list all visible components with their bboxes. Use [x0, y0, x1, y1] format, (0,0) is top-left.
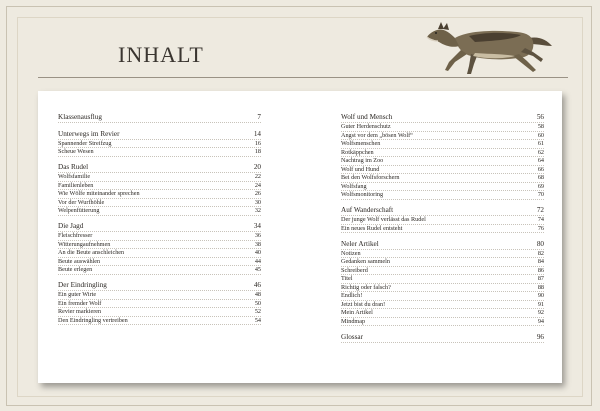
- toc-entry[interactable]: [341, 225, 544, 234]
- title-divider: [38, 77, 568, 78]
- toc-entry[interactable]: [58, 182, 261, 191]
- toc-entry-label: An die Beute anschleichen: [58, 249, 125, 256]
- toc-entry[interactable]: [341, 174, 544, 183]
- toc-page-number: 44: [254, 257, 261, 265]
- toc-page-number: 24: [254, 181, 261, 189]
- toc-section: [341, 113, 544, 200]
- toc-page-number: 94: [537, 317, 544, 325]
- toc-entry[interactable]: [341, 258, 544, 267]
- toc-entry-label: Wolf und Hund: [341, 165, 380, 173]
- toc-entry[interactable]: [341, 267, 544, 276]
- toc-entry-label: Den Eindringling vertreiben: [58, 316, 128, 324]
- toc-page-number: 22: [254, 173, 261, 180]
- toc-column-left: [58, 113, 261, 332]
- toc-page-number: 92: [537, 309, 544, 316]
- toc-page-number: 52: [254, 308, 261, 315]
- toc-entry-label: Guter Herdenschutz: [341, 123, 391, 130]
- toc-page-number: 50: [254, 299, 261, 307]
- toc-entry-label: Wolfsmenschen: [341, 140, 381, 147]
- toc-entry-label: Spannender Streifzug: [58, 139, 112, 147]
- toc-entry[interactable]: [341, 309, 544, 318]
- toc-page-number: 96: [536, 332, 544, 341]
- page-title: INHALT: [118, 42, 204, 67]
- toc-entry[interactable]: [341, 149, 544, 158]
- toc-entry-label: Angst vor dem „bösen Wolf“: [341, 131, 413, 139]
- toc-entry[interactable]: [58, 140, 261, 149]
- toc-entry-label: Glossar: [341, 332, 363, 341]
- toc-page-number: 82: [537, 249, 544, 257]
- toc-chapter[interactable]: [341, 240, 544, 250]
- toc-entry-label: Mindmap: [341, 317, 366, 325]
- toc-entry-label: Unterwegs im Revier: [58, 129, 120, 138]
- toc-entry[interactable]: [341, 132, 544, 141]
- toc-section: [341, 333, 544, 343]
- toc-page-number: 90: [537, 292, 544, 299]
- toc-entry-label: Wie Wölfe miteinander sprechen: [58, 190, 140, 197]
- toc-page-number: 38: [254, 240, 261, 248]
- toc-section: [58, 113, 261, 123]
- toc-page-number: 14: [253, 129, 261, 138]
- toc-entry-label: Ein neues Rudel entsteht: [341, 224, 403, 232]
- toc-page-number: 69: [537, 182, 544, 190]
- toc-page-number: 60: [537, 131, 544, 139]
- toc-entry[interactable]: [341, 166, 544, 175]
- toc-page-number: 64: [537, 157, 544, 164]
- toc-page-number: 46: [253, 281, 261, 289]
- toc-page-number: 32: [254, 207, 261, 214]
- toc-page-number: 80: [536, 239, 544, 248]
- toc-entry-label: Mein Artikel: [341, 309, 373, 316]
- toc-entry-label: Die Jagd: [58, 222, 84, 230]
- toc-entry[interactable]: [341, 250, 544, 259]
- toc-entry-label: Schreiberd: [341, 266, 368, 274]
- toc-entry[interactable]: [341, 216, 544, 225]
- toc-page-number: 16: [254, 139, 261, 147]
- toc-entry-label: Jetzt bist du dran!: [341, 300, 386, 308]
- toc-section: [58, 281, 261, 325]
- toc-entry[interactable]: [341, 140, 544, 149]
- toc-entry[interactable]: [58, 148, 261, 157]
- toc-entry[interactable]: [58, 308, 261, 317]
- toc-page-number: 84: [537, 258, 544, 265]
- toc-section: [58, 222, 261, 275]
- toc-entry-label: Ein guter Wirte: [58, 291, 97, 298]
- toc-chapter[interactable]: [58, 130, 261, 140]
- toc-entry[interactable]: [341, 191, 544, 200]
- toc-entry[interactable]: [341, 301, 544, 310]
- toc-page-number: 88: [537, 283, 544, 291]
- toc-entry[interactable]: [341, 292, 544, 301]
- toc-page-number: 36: [254, 232, 261, 239]
- toc-entry-label: Nachtrag im Zoo: [341, 157, 384, 164]
- toc-entry[interactable]: [58, 190, 261, 199]
- toc-entry[interactable]: [58, 207, 261, 216]
- toc-page-number: 30: [254, 198, 261, 206]
- toc-page-number: 74: [537, 216, 544, 223]
- toc-page-number: 48: [254, 291, 261, 298]
- toc-page-number: 26: [254, 190, 261, 197]
- toc-page-number: 61: [537, 140, 544, 147]
- toc-entry-label: Endlich!: [341, 292, 363, 299]
- toc-entry-label: Wolfsfang: [341, 182, 367, 190]
- toc-page-number: 72: [536, 206, 544, 214]
- toc-entry-label: Auf Wanderschaft: [341, 206, 394, 214]
- contents-sheet: [38, 91, 562, 383]
- toc-page-number: 62: [537, 148, 544, 156]
- toc-entry-label: Wolfsmonitoring: [341, 191, 384, 198]
- toc-section: [58, 163, 261, 216]
- toc-entry-label: Welpenfütterung: [58, 207, 100, 214]
- toc-entry[interactable]: [341, 275, 544, 284]
- toc-entry-label: Das Rudel: [58, 163, 89, 171]
- toc-page-number: 76: [537, 224, 544, 232]
- toc-entry-label: Familienleben: [58, 181, 94, 189]
- toc-entry[interactable]: [58, 199, 261, 208]
- toc-entry-label: Wolfsfamilie: [58, 173, 91, 180]
- toc-column-right: [341, 113, 544, 349]
- toc-entry[interactable]: [58, 300, 261, 309]
- toc-page-number: 68: [537, 174, 544, 181]
- toc-page-number: 20: [253, 163, 261, 171]
- toc-page-number: 58: [537, 123, 544, 130]
- toc-chapter[interactable]: [58, 163, 261, 173]
- toc-entry-label: Bei den Wolfsforschern: [341, 174, 400, 181]
- toc-entry-label: Wolf und Mensch: [341, 113, 393, 121]
- toc-entry-label: Witterungaufnehmen: [58, 240, 111, 248]
- toc-chapter[interactable]: [58, 113, 261, 123]
- toc-entry-label: Ein fremder Wolf: [58, 299, 102, 307]
- toc-entry-label: Scheue Wesen: [58, 148, 94, 155]
- wolf-illustration: [425, 16, 555, 78]
- toc-page-number: 54: [254, 316, 261, 324]
- toc-entry-label: Klassenausflug: [58, 113, 102, 121]
- toc-entry[interactable]: [58, 241, 261, 250]
- toc-page-number: 91: [537, 300, 544, 308]
- toc-section: [341, 206, 544, 233]
- toc-entry-label: Rotkäppchen: [341, 148, 374, 156]
- toc-entry-label: Gedanken sammeln: [341, 258, 390, 265]
- toc-page-number: 34: [253, 222, 261, 230]
- toc-page-number: 7: [257, 113, 261, 121]
- toc-section: [58, 130, 261, 157]
- toc-entry-label: Der Eindringling: [58, 281, 107, 289]
- toc-section: [341, 240, 544, 327]
- toc-page-number: 56: [536, 113, 544, 121]
- toc-chapter[interactable]: [58, 222, 261, 232]
- toc-page-number: 18: [254, 148, 261, 155]
- toc-page-number: 40: [254, 249, 261, 256]
- toc-entry[interactable]: [58, 258, 261, 267]
- toc-chapter[interactable]: [341, 206, 544, 216]
- toc-entry[interactable]: [58, 249, 261, 258]
- toc-entry[interactable]: [341, 284, 544, 293]
- toc-entry-label: Notizen: [341, 249, 361, 257]
- toc-entry[interactable]: [58, 266, 261, 275]
- toc-entry[interactable]: [58, 232, 261, 241]
- toc-entry-label: Fleischfresser: [58, 232, 93, 239]
- toc-entry[interactable]: [341, 123, 544, 132]
- toc-entry[interactable]: [58, 173, 261, 182]
- toc-chapter[interactable]: [341, 333, 544, 343]
- toc-page-number: 87: [537, 275, 544, 282]
- toc-chapter[interactable]: [341, 113, 544, 123]
- toc-page-number: 45: [254, 266, 261, 273]
- toc-chapter[interactable]: [58, 281, 261, 291]
- toc-entry-label: Neler Artikel: [341, 239, 379, 248]
- toc-page-number: 86: [537, 266, 544, 274]
- toc-entry-label: Titel: [341, 275, 353, 282]
- toc-entry-label: Der junge Wolf verlässt das Rudel: [341, 216, 426, 223]
- toc-entry-label: Richtig oder falsch?: [341, 283, 391, 291]
- toc-page-number: 66: [537, 165, 544, 173]
- toc-entry-label: Vor der Wurfhöhle: [58, 198, 105, 206]
- toc-entry[interactable]: [341, 318, 544, 327]
- toc-entry[interactable]: [58, 291, 261, 300]
- toc-entry-label: Beute auswählen: [58, 257, 101, 265]
- toc-entry-label: Revier markieren: [58, 308, 102, 315]
- toc-entry[interactable]: [341, 157, 544, 166]
- toc-entry[interactable]: [58, 317, 261, 326]
- toc-entry[interactable]: [341, 183, 544, 192]
- toc-page-number: 70: [537, 191, 544, 198]
- toc-entry-label: Beute erlegen: [58, 266, 93, 273]
